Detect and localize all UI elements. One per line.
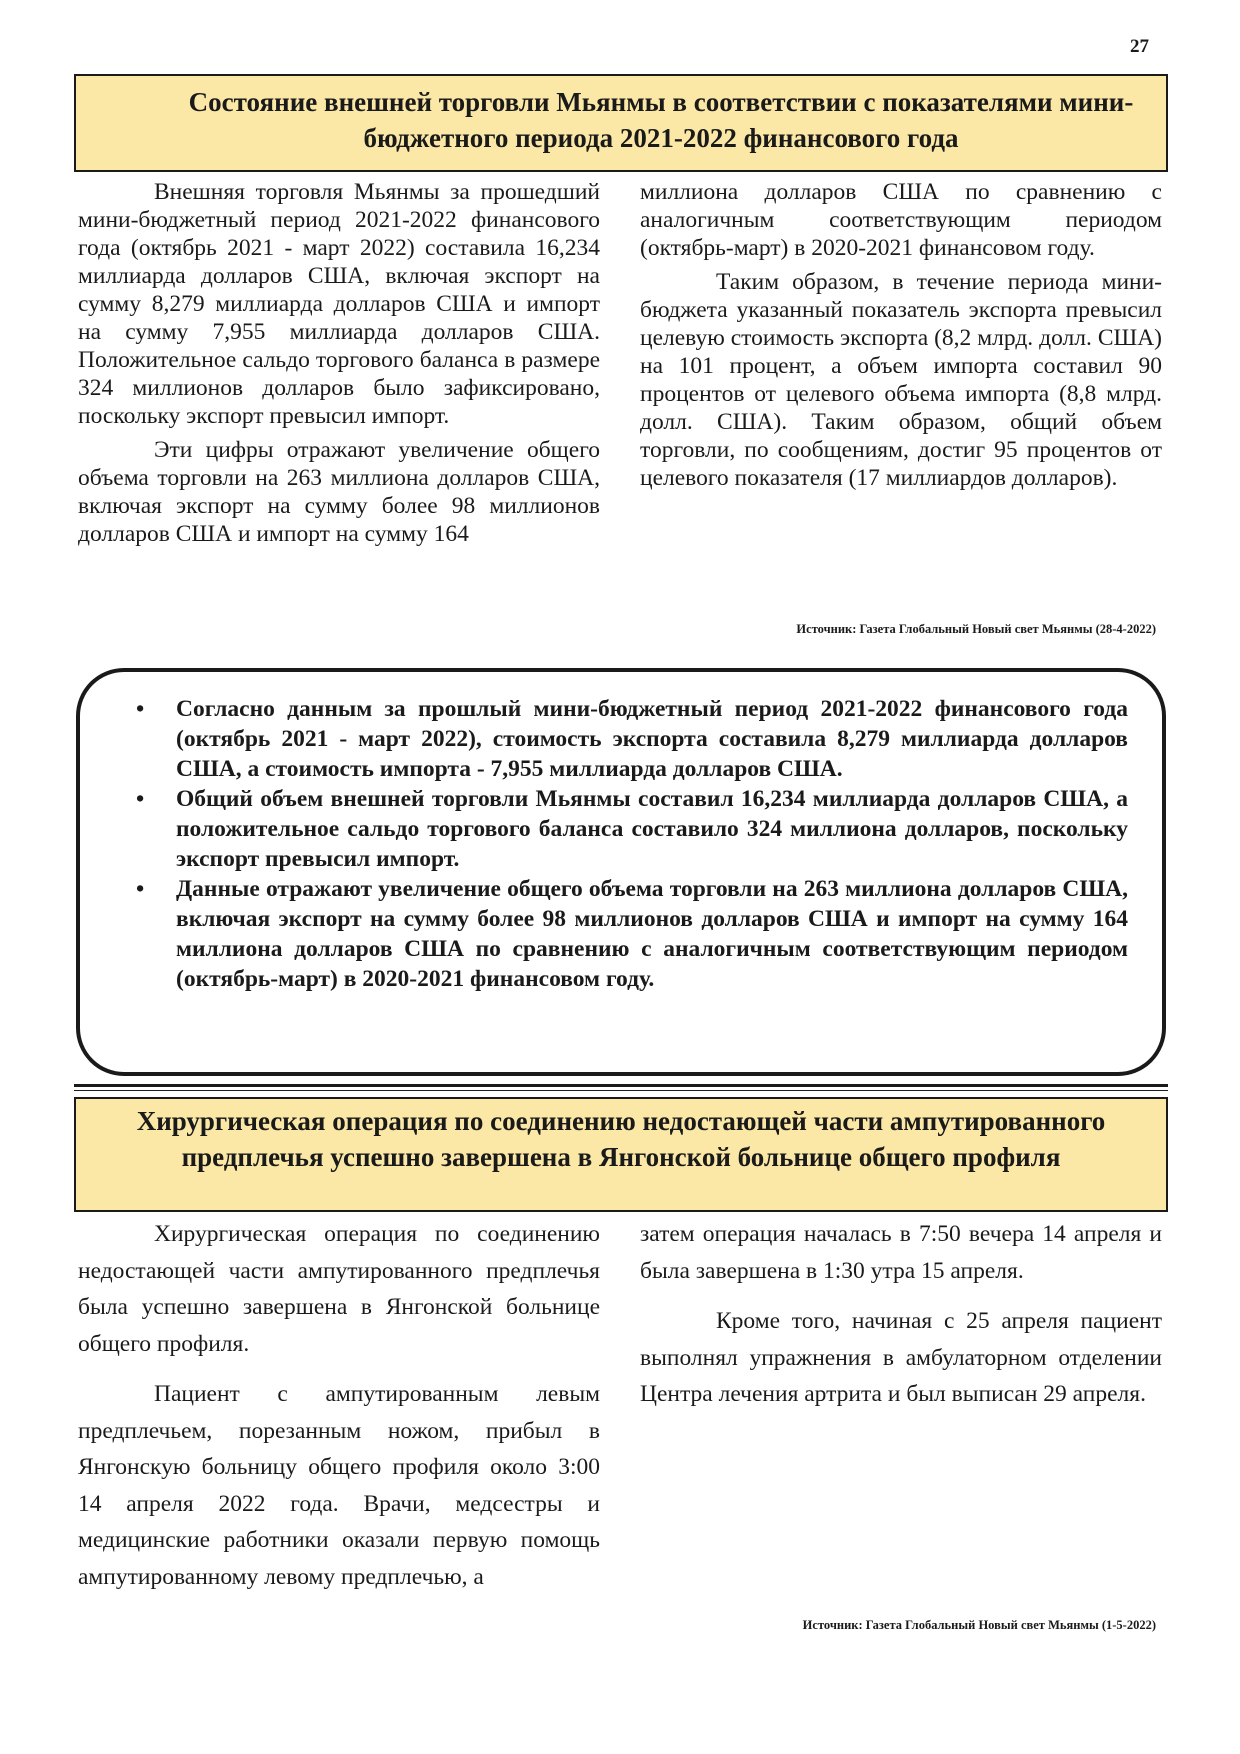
article-2-paragraph: затем операция началась в 7:50 вечера 14 апреля и была завершена в 1:30 утра 15 апреля. [640, 1221, 1162, 1284]
article-1-title: Состояние внешней торговли Мьянмы в соответствии с показателями мини-бюджетного периода 2021-2022 финансового года [74, 74, 1168, 172]
summary-item [136, 784, 1128, 874]
article-2-paragraph: Хирургическая операция по соединению недостающей части ампутированного предплечья была успешно завершена в Янгонской больнице общего профиля. [78, 1221, 600, 1357]
page-number: 27 [1130, 36, 1149, 57]
bullet-icon: • [136, 786, 145, 812]
article-1-paragraph: Внешняя торговля Мьянмы за прошедший мини-бюджетный период 2021-2022 финансового года (октябрь 2021 - март 2022) составила 16,234 миллиарда долларов США, включая экспорт на сумму 8,279 миллиарда долларов США и импорт на сумму 7,955 миллиарда долларов США. Положительное сальдо торгового баланса в размере 324 миллионов долларов было зафиксировано, поскольку экспорт превысил импорт. [78, 179, 600, 429]
summary-item-text: Общий объем внешней торговли Мьянмы составил 16,234 миллиарда долларов США, а положительное сальдо торгового баланса составило 324 миллиона долларов, поскольку экспорт превысил импорт. [176, 786, 1128, 872]
article-1-paragraph: Таким образом, в течение периода мини-бюджета указанный показатель экспорта превысил целевую стоимость экспорта (8,2 млрд. долл. США) на 101 процент, а объем импорта составил 90 процентов от целевого объема импорта (8,8 млрд. долл. США). Таким образом, общий объем торговли, по сообщениям, достиг 95 процентов от целевого показателя (17 миллиардов долларов). [640, 269, 1162, 491]
article-2-title: Хирургическая операция по соединению недостающей части ампутированного предплечья успешно завершена в Янгонской больнице общего профиля [74, 1097, 1168, 1212]
bullet-icon: • [136, 876, 145, 902]
article-2-paragraph: Кроме того, начиная с 25 апреля пациент выполнял упражнения в амбулаторном отделении Центра лечения артрита и был выписан 29 апреля. [640, 1308, 1162, 1407]
summary-item-text: Согласно данным за прошлый мини-бюджетный период 2021-2022 финансового года (октябрь 2021 - март 2022), стоимость экспорта составила 8,279 миллиарда долларов США, а стоимость импорта - 7,955 миллиарда долларов США. [176, 696, 1128, 782]
article-1-right-column [640, 178, 1162, 498]
summary-item [136, 874, 1128, 994]
summary-box [76, 668, 1166, 1076]
summary-item [136, 694, 1128, 784]
article-1-source: Источник: Газета Глобальный Новый свет Мьянмы (28-4-2022) [796, 622, 1156, 636]
article-2-left-column [78, 1216, 600, 1609]
section-divider-thin [74, 1090, 1168, 1091]
bullet-icon: • [136, 696, 145, 722]
article-2-paragraph: Пациент с ампутированным левым предплечьем, порезанным ножом, прибыл в Янгонскую больницу общего профиля около 3:00 14 апреля 2022 года. Врачи, медсестры и медицинские работники оказали первую помощь ампутированному левому предплечью, а [78, 1381, 600, 1590]
article-1-paragraph: Эти цифры отражают увеличение общего объема торговли на 263 миллиона долларов США, включая экспорт на сумму более 98 миллионов долларов США и импорт на сумму 164 [78, 437, 600, 547]
summary-item-text: Данные отражают увеличение общего объема торговли на 263 миллиона долларов США, включая экспорт на сумму более 98 миллионов долларов США и импорт на сумму 164 миллиона долларов США по сравнению с аналогичным соответствующим периодом (октябрь-март) в 2020-2021 финансовом году. [176, 876, 1128, 992]
article-2-source: Источник: Газета Глобальный Новый свет Мьянмы (1-5-2022) [802, 1618, 1156, 1632]
article-1-left-column [78, 178, 600, 554]
section-divider [74, 1084, 1168, 1087]
article-1-paragraph: миллиона долларов США по сравнению с аналогичным соответствующим периодом (октябрь-март) в 2020-2021 финансовом году. [640, 179, 1162, 261]
article-2-right-column [640, 1216, 1162, 1427]
summary-list [136, 694, 1128, 994]
